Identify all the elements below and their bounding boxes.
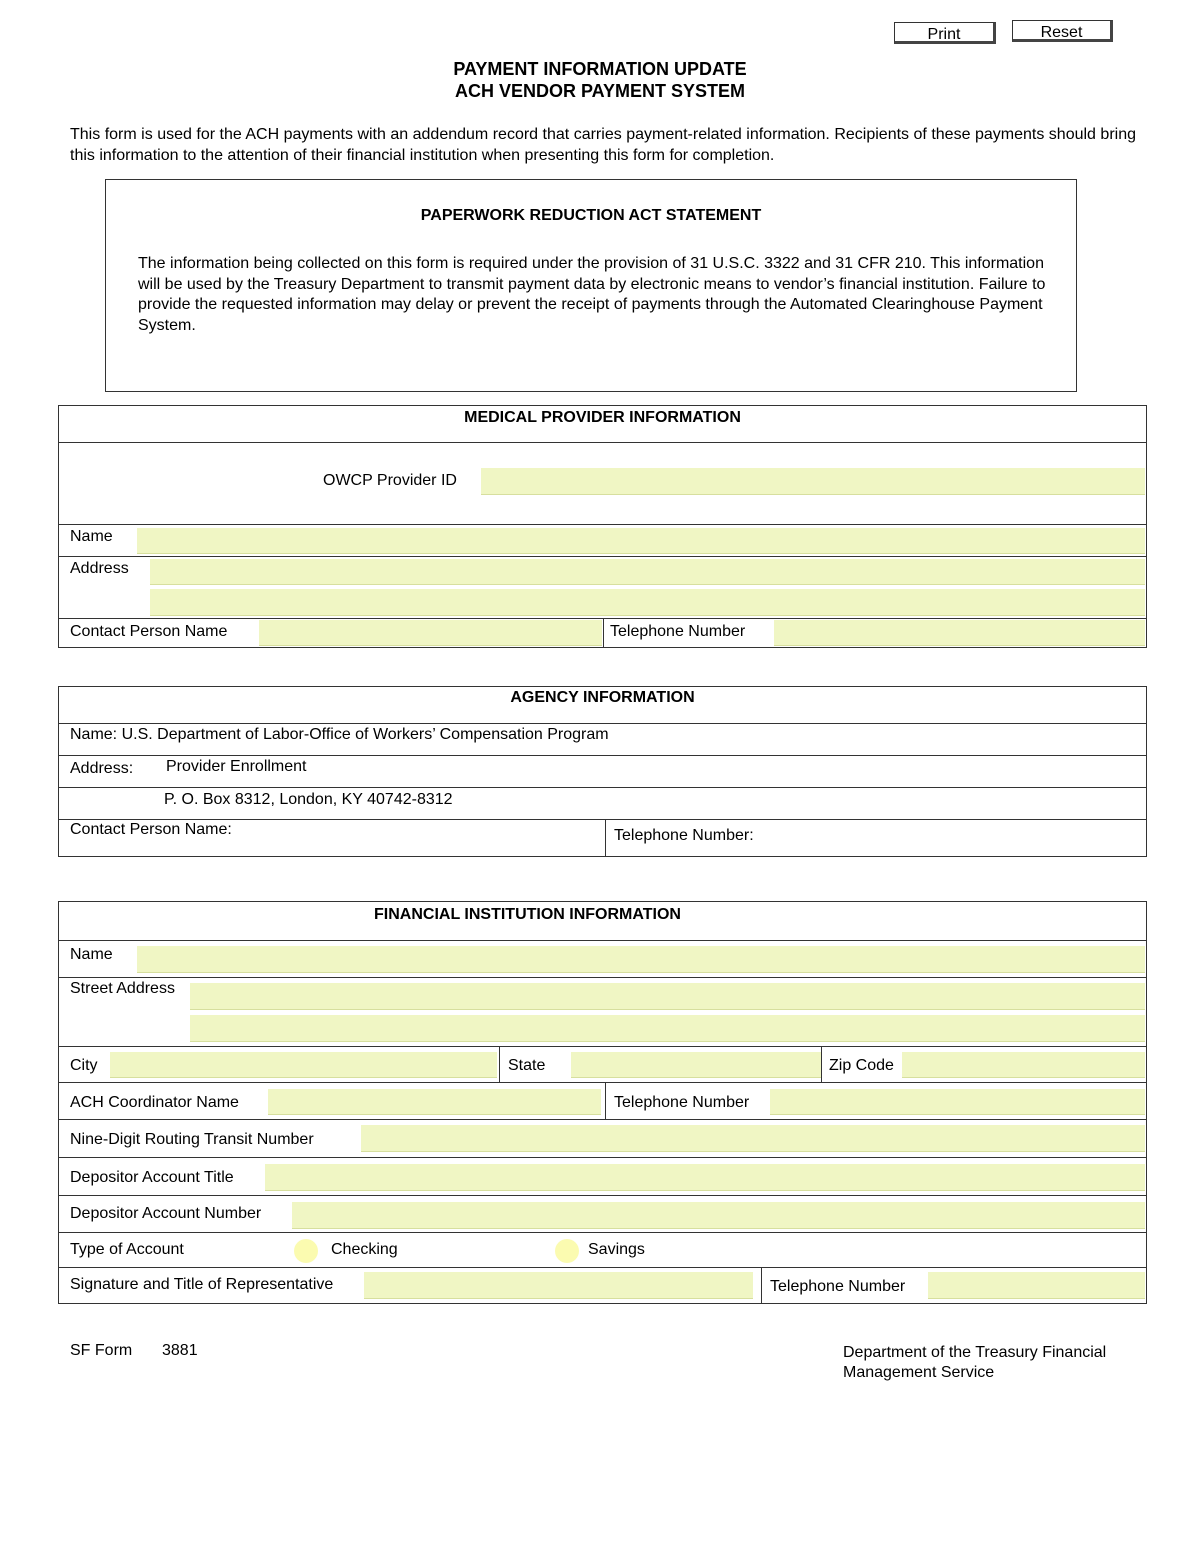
fi-signature-label: Signature and Title of Representative xyxy=(70,1276,334,1293)
footer-agency-line-2: Management Service xyxy=(843,1364,995,1381)
fi-ach-coordinator-label: ACH Coordinator Name xyxy=(70,1094,239,1111)
medical-address-label: Address xyxy=(70,560,129,577)
medical-contact-label: Contact Person Name xyxy=(70,623,228,640)
form-subtitle: ACH VENDOR PAYMENT SYSTEM xyxy=(454,81,746,101)
agency-section-title: AGENCY INFORMATION xyxy=(510,689,695,706)
agency-address-line-2: P. O. Box 8312, London, KY 40742-8312 xyxy=(164,791,453,808)
medical-section-title: MEDICAL PROVIDER INFORMATION xyxy=(464,409,741,426)
fi-routing-number-label: Nine-Digit Routing Transit Number xyxy=(70,1131,314,1148)
medical-phone-input[interactable] xyxy=(774,620,1145,646)
agency-contact-label: Contact Person Name: xyxy=(70,821,232,838)
pra-text: The information being collected on this form is required under the provision of 31 U.S.C. 3322 and 31 CFR 210. This information will be used by the Treasury Department to transmit payment data by electronic means to vendor’s financial institution. Failure to provide the requested information may delay or prevent the receipt of payments through the Automated Clearinghouse Payment System. xyxy=(138,255,1046,334)
fi-name-label: Name xyxy=(70,946,113,963)
agency-section xyxy=(58,686,1147,857)
fi-state-input[interactable] xyxy=(571,1052,821,1078)
medical-contact-input[interactable] xyxy=(259,620,602,646)
fi-state-label: State xyxy=(508,1057,546,1074)
medical-name-label: Name xyxy=(70,528,113,545)
fi-phone-label: Telephone Number xyxy=(614,1094,750,1111)
checking-radio[interactable] xyxy=(294,1239,318,1263)
sf-form-number: 3881 xyxy=(162,1342,198,1359)
owcp-provider-id-label: OWCP Provider ID xyxy=(323,472,457,489)
financial-institution-section xyxy=(58,901,1147,1304)
fi-signature-phone-input[interactable] xyxy=(928,1272,1145,1299)
form-title: PAYMENT INFORMATION UPDATE xyxy=(453,59,747,79)
fi-account-number-label: Depositor Account Number xyxy=(70,1205,262,1222)
checking-label: Checking xyxy=(331,1241,398,1258)
intro-text: This form is used for the ACH payments with an addendum record that carries payment-related information. Recipients of these payments should bring this information to the attention of their financial institution when presenting this form for completion. xyxy=(70,126,1136,164)
fi-signature-input[interactable] xyxy=(364,1272,753,1299)
fi-street-address-input-2[interactable] xyxy=(190,1015,1145,1042)
fi-street-address-label: Street Address xyxy=(70,980,175,997)
fi-city-label: City xyxy=(70,1057,98,1074)
fi-account-title-label: Depositor Account Title xyxy=(70,1169,234,1186)
fi-street-address-input-1[interactable] xyxy=(190,983,1145,1010)
sf-form-label: SF Form xyxy=(70,1342,133,1359)
fi-city-input[interactable] xyxy=(110,1052,497,1078)
fi-account-type-label: Type of Account xyxy=(70,1241,184,1258)
paperwork-reduction-box xyxy=(105,179,1077,392)
fi-zip-label: Zip Code xyxy=(829,1057,894,1074)
savings-label: Savings xyxy=(588,1241,645,1258)
agency-phone-label: Telephone Number: xyxy=(614,827,754,844)
fi-zip-input[interactable] xyxy=(902,1052,1145,1078)
agency-name: Name: U.S. Department of Labor-Office of Workers’ Compensation Program xyxy=(70,726,609,743)
pra-title: PAPERWORK REDUCTION ACT STATEMENT xyxy=(420,207,762,224)
medical-phone-label: Telephone Number xyxy=(610,623,746,640)
print-button[interactable]: Print xyxy=(894,22,996,44)
fi-phone-input[interactable] xyxy=(770,1089,1145,1115)
financial-section-title: FINANCIAL INSTITUTION INFORMATION xyxy=(374,906,681,923)
reset-button[interactable]: Reset xyxy=(1012,20,1113,42)
footer-agency-line-1: Department of the Treasury Financial xyxy=(843,1344,1107,1361)
agency-address-line-1: Provider Enrollment xyxy=(166,758,307,775)
agency-address-label: Address: xyxy=(70,760,134,777)
fi-name-input[interactable] xyxy=(137,946,1145,973)
fi-account-number-input[interactable] xyxy=(292,1202,1145,1229)
fi-routing-number-input[interactable] xyxy=(361,1125,1145,1152)
fi-account-title-input[interactable] xyxy=(265,1164,1145,1191)
fi-ach-coordinator-input[interactable] xyxy=(268,1089,601,1115)
medical-address-input-1[interactable] xyxy=(150,559,1145,585)
fi-signature-phone-label: Telephone Number xyxy=(770,1278,906,1295)
owcp-provider-id-input[interactable] xyxy=(481,468,1145,495)
medical-name-input[interactable] xyxy=(137,528,1145,554)
savings-radio[interactable] xyxy=(555,1239,579,1263)
medical-provider-section xyxy=(58,405,1147,648)
medical-address-input-2[interactable] xyxy=(150,589,1145,616)
